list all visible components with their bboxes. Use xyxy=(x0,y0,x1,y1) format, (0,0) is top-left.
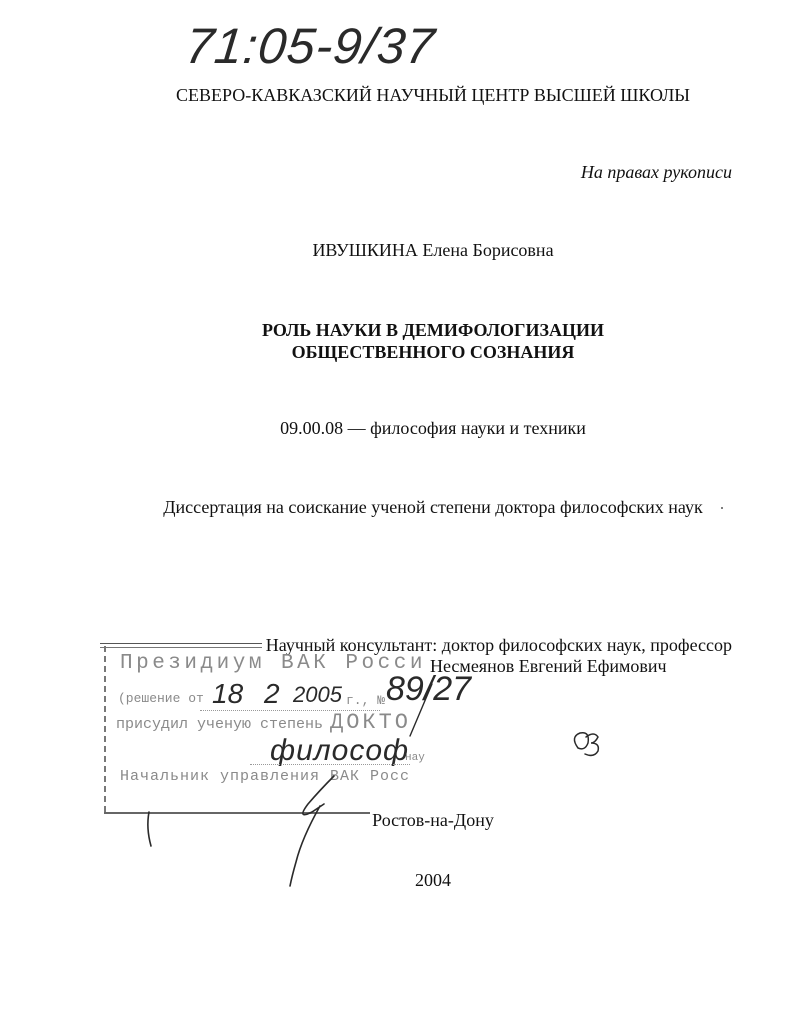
stamp-decision-number: 89/27 xyxy=(386,670,472,708)
stamp-decision-prefix: (решение от xyxy=(118,691,204,706)
manuscript-rights-note: На правах рукописи xyxy=(580,162,732,182)
title-line-1: РОЛЬ НАУКИ В ДЕМИФОЛОГИЗАЦИИ xyxy=(261,320,605,340)
stamp-border-top xyxy=(100,643,262,648)
stamp-border-bottom xyxy=(104,812,370,814)
stamp-field-suffix: нау xyxy=(405,752,425,764)
stamp-border-left xyxy=(104,646,106,812)
stamp-field-form-line xyxy=(250,764,410,765)
stamp-chief-title: Начальник управления ВАК Росс xyxy=(120,768,411,785)
stamp-awarded-text: присудил ученую степень xyxy=(116,716,324,733)
year: 2004 xyxy=(415,870,451,890)
degree-statement: Диссертация на соискание ученой степени доктора философских наук xyxy=(163,497,703,517)
stamp-number-label: г., № xyxy=(346,693,386,708)
author-name: ИВУШКИНА Елена Борисовна xyxy=(312,240,554,260)
advisor-label: Научный консультант: доктор философских наук, профессор xyxy=(265,635,732,655)
advisor-name: Несмеянов Евгений Ефимович xyxy=(430,656,667,676)
stamp-decision-month: 2 xyxy=(264,678,280,709)
city: Ростов-на-Дону xyxy=(372,810,494,830)
specialty-code: 09.00.08 — философия науки и техники xyxy=(280,418,586,438)
stamp-decision-day: 18 xyxy=(212,678,244,709)
stamp-degree-word: ДОКТО xyxy=(330,710,412,735)
stamp-field-handwritten: философ xyxy=(270,734,410,767)
stamp-header: Президиум ВАК Росси xyxy=(120,652,426,675)
institution-name: СЕВЕРО-КАВКАЗСКИЙ НАУЧНЫЙ ЦЕНТР ВЫСШЕЙ ШКОЛЫ xyxy=(176,85,690,105)
title-line-2: ОБЩЕСТВЕННОГО СОЗНАНИЯ xyxy=(291,342,575,362)
stamp-decision-year: 2005 xyxy=(293,682,342,707)
signature-initials xyxy=(574,733,598,756)
archive-number-handwritten: 71:05-9/37 xyxy=(183,18,438,74)
